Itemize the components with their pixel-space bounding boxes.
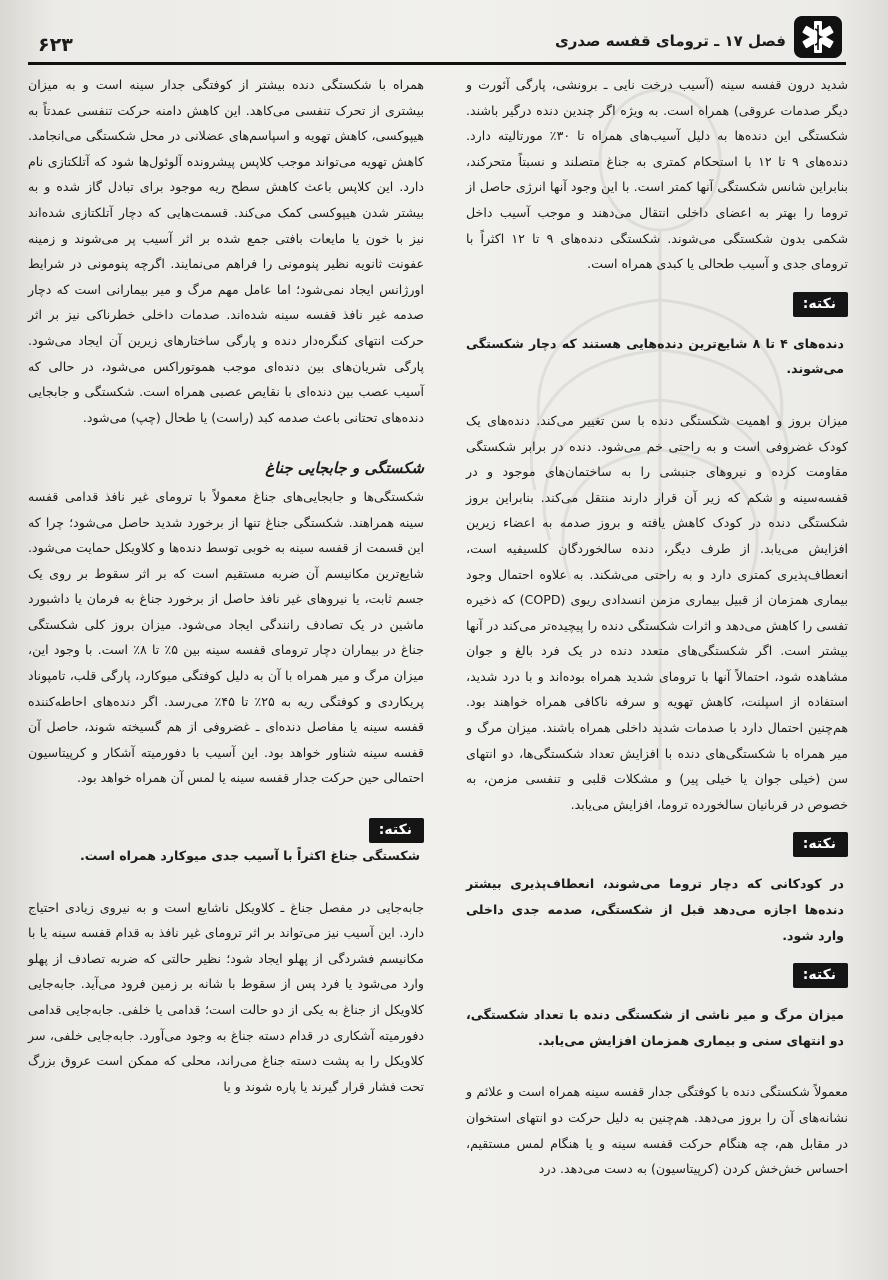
right-paragraph-2: میزان بروز و اهمیت شکستگی دنده با سن تغییر می‌کند. دنده‌های یک کودک غضروفی است و به راحتی خم می‌شود. دنده در برابر شکستگی مقاومت کرده و نیروهای جنبشی را به ساختمان‌های موجود و در قفسه‌سینه و شکم که زیر آن قرار دارند منتقل می‌کند. بنابراین بروز شکستگی دنده در کودک کاهش یافته و بروز صدمه به اعضاء زیرین افزایش می‌یابد. از طرف دیگر، دنده سالخوردگان کلسیفیه است، انعطاف‌پذیری کمتری دارد و به راحتی می‌شکند. به علاوه احتمال وجود بیماری همزمان از قبیل بیماری مزمن انسدادی ریوی (COPD) که ذخیره تفسی را کاهش می‌دهد و اثرات شکستگی دنده را پیچیده‌تر می‌کند در آنها بیشتر است. اگر شکستگی‌های متعدد دنده در یک فرد بالغ و جوان مشاهده شود، احتمالاً آنها با ترومای شدید همراه بوده‌اند و با درد شدید، استفاده از اسپلنت، کاهش تهویه و سرفه ناکافی همراه خواهند بود. هم‌چنین احتمال دارد با صدمات شدید داخلی همراه باشند. میزان مرگ و میر همراه با شکستگی‌های دنده با افزایش تعداد شکستگی‌ها، دو انتهای سن (خیلی جوان یا خیلی پیر) و مشکلات قلبی و تنفسی مزمن، به خصوص در قربانیان سالخورده تروما، افزایش می‌یابد.	[466, 412, 848, 812]
note-text-3: میزان مرگ و میر ناشی از شکستگی دنده با تعداد شکستگی، دو انتهای سنی و بیماری همزمان افزایش می‌یابد.	[466, 1007, 844, 1048]
note-label-3: نکته:	[793, 963, 848, 988]
note-label-2: نکته:	[793, 832, 848, 857]
note-text-1: دنده‌های ۴ تا ۸ شایع‌ترین دنده‌هایی هستند که دچار شکستگی می‌شوند.	[466, 335, 844, 377]
left-paragraph-2: شکستگی‌ها و جابجایی‌های جناغ معمولاً با ترومای غیر نافذ قدامی قفسه سینه همراهند. شکستگی جناغ تنها از برخورد شدید حاصل می‌شود؛ چرا که این قسمت از قفسه سینه به خوبی توسط دنده‌ها و کلاویکل حمایت می‌شود. شایع‌ترین مکانیسم آن ضربه مستقیم است که بر اثر سقوط بر روی یک جسم ثابت، یا نیروهای غیر نافذ حاصل از برخورد جناغ به فرمان یا داشبورد ماشین در یک تصادف رانندگی ایجاد می‌شود. میزان بروز کلی شکستگی جناغ در بیماران دچار ترومای قفسه سینه بین ۵٪ تا ۸٪ است. با وجود این، میزان مرگ و میر همراه با آن به دلیل کوفتگی میوکارد، پارگی قلب، تامپوناد پریکاردی و کوفتگی ریه به ۲۵٪ تا ۴۵٪ می‌رسد. اگر دنده‌های احاطه‌کننده قفسه سینه یا مفاصل دنده‌ای ـ غضروفی از هم گسیخته شوند، حاصل آن قفسه سینه شناور خواهد بود. این آسیب با دفورمیته آشکار و کرپیتاسیون احتمالی حین حرکت جدار قفسه سینه یا لمس آن همراه خواهد بود.	[28, 488, 424, 786]
star-of-life-icon	[794, 16, 842, 58]
right-column	[466, 72, 848, 1182]
section-heading: شکستگی و جابجایی جناغ	[265, 459, 424, 478]
note-text-2: در کودکانی که دچار تروما می‌شوند، انعطاف‌پذیری بیشتر دنده‌ها اجازه می‌دهد قبل از شکستگی، صدمه جدی داخلی وارد شود.	[466, 876, 844, 943]
left-paragraph-1: همراه با شکستگی دنده بیشتر از کوفتگی جدار سینه است و به میزان بیشتری از تحرک تنفسی می‌کاهد. این کاهش دامنه حرکت تنفسی عمدتاً به هیپوکسی، کاهش تهویه و اسپاسم‌های عضلانی در محل شکستگی می‌انجامد. کاهش تهویه می‌تواند موجب کلاپس پیشرونده آلوئول‌ها شود که آتلکتازی نام دارد. این کلاپس باعث کاهش سطح ریه موجود برای تبادل گاز شده و به بیشتر شدن هیپوکسی کمک می‌کند. قسمت‌هایی که دچار آتلکتازی شده‌اند نیز با خون یا مایعات بافتی جمع شده بر اثر آسیب پر می‌شوند و زمینه عفونت ثانویه نظیر پنومونی را فراهم می‌نمایند. اگرچه پنومونی در شرایط اورژانس ایجاد نمی‌شود؛ اما عامل مهم مرگ و میر بیمارانی است که دچار صدمه غیر نافذ قفسه سینه شده‌اند. صدمات داخلی خطرناکی نیز بر اثر حرکت انتهای کنگره‌دار دنده و پارگی ساختارهای زیرین آن ایجاد می‌شود. پارگی شریان‌های بین دنده‌ای موجب هموتوراکس می‌شود، در حالی که آسیب عصب بین دنده‌ای با نقایص عصبی همراه است. شکستگی و جابجایی دنده‌های تحتانی باعث صدمه کبد (راست) یا طحال (چپ) می‌شود.	[28, 77, 424, 425]
right-paragraph-3: معمولاً شکستگی دنده با کوفتگی جدار قفسه سینه همراه است و علائم و نشانه‌های آن را بروز می‌دهد. هم‌چنین به دلیل حرکت دو انتهای استخوان در مقابل هم، چه هنگام حرکت قفسه سینه و یا هنگام لمس مستقیم، احساس خش‌خش کردن (کرپیتاسیون) به دست می‌دهد. درد	[466, 1084, 848, 1177]
page-number: ۶۲۳	[38, 34, 73, 56]
page-header	[18, 12, 848, 64]
chapter-title: فصل ۱۷ ـ ترومای قفسه صدری	[554, 32, 786, 50]
right-paragraph-1: شدید درون قفسه سینه (آسیب درخت نایی ـ برونشی، پارگی آئورت و دیگر صدمات عروقی) همراه است. به ویژه اگر چندین دنده درگیر باشند. شکستگی این دنده‌ها به دلیل آسیب‌های همراه تا ۳۰٪ مورتالیته دارد. دنده‌های ۹ تا ۱۲ با استحکام کمتری به جناغ متصلند و نسبتاً متحرکند، بنابراین شانس شکستگی آنها کمتر است. با این وجود آنها انرژی حاصل از تروما را بهتر به اعضای داخلی انتقال می‌دهند و موجب آسیب داخل شکمی بدون شکستگی می‌شوند. شکستگی دنده‌های ۹ تا ۱۲ اکثراً با ترومای جدی و آسیب طحالی یا کبدی همراه است.	[466, 77, 848, 272]
header-rule	[28, 62, 846, 65]
left-column	[28, 72, 424, 1099]
note-label-left: نکته:	[369, 818, 424, 843]
note-text-left: شکستگی جناغ اکثراً با آسیب جدی میوکارد همراه است.	[80, 848, 420, 864]
note-label-1: نکته:	[793, 292, 848, 317]
left-paragraph-3: جابه‌جایی در مفصل جناغ ـ کلاویکل ناشایع است و به نیروی زیادی احتیاج دارد. این آسیب نیز می‌تواند بر اثر ترومای غیر نافذ به قدام قفسه سینه یا با مکانیسم فشردگی از پهلو ایجاد شود؛ نظیر حالتی که ضربه تصادف از پهلو وارد می‌شود یا فرد پس از سقوط با شانه بر زمین فرود می‌آید. جابه‌جایی کلاویکل از جناغ به یکی از دو حالت است؛ قدامی یا خلفی. جابه‌جایی قدامی دفورمیته آشکاری در قدام دسته جناغ به وجود می‌آورد. جابه‌جایی خلفی، سر کلاویکل را به پشت دسته جناغ می‌راند، محلی که ممکن است عروق بزرگ تحت فشار قرار گیرند یا پاره شوند و یا	[28, 899, 424, 1094]
